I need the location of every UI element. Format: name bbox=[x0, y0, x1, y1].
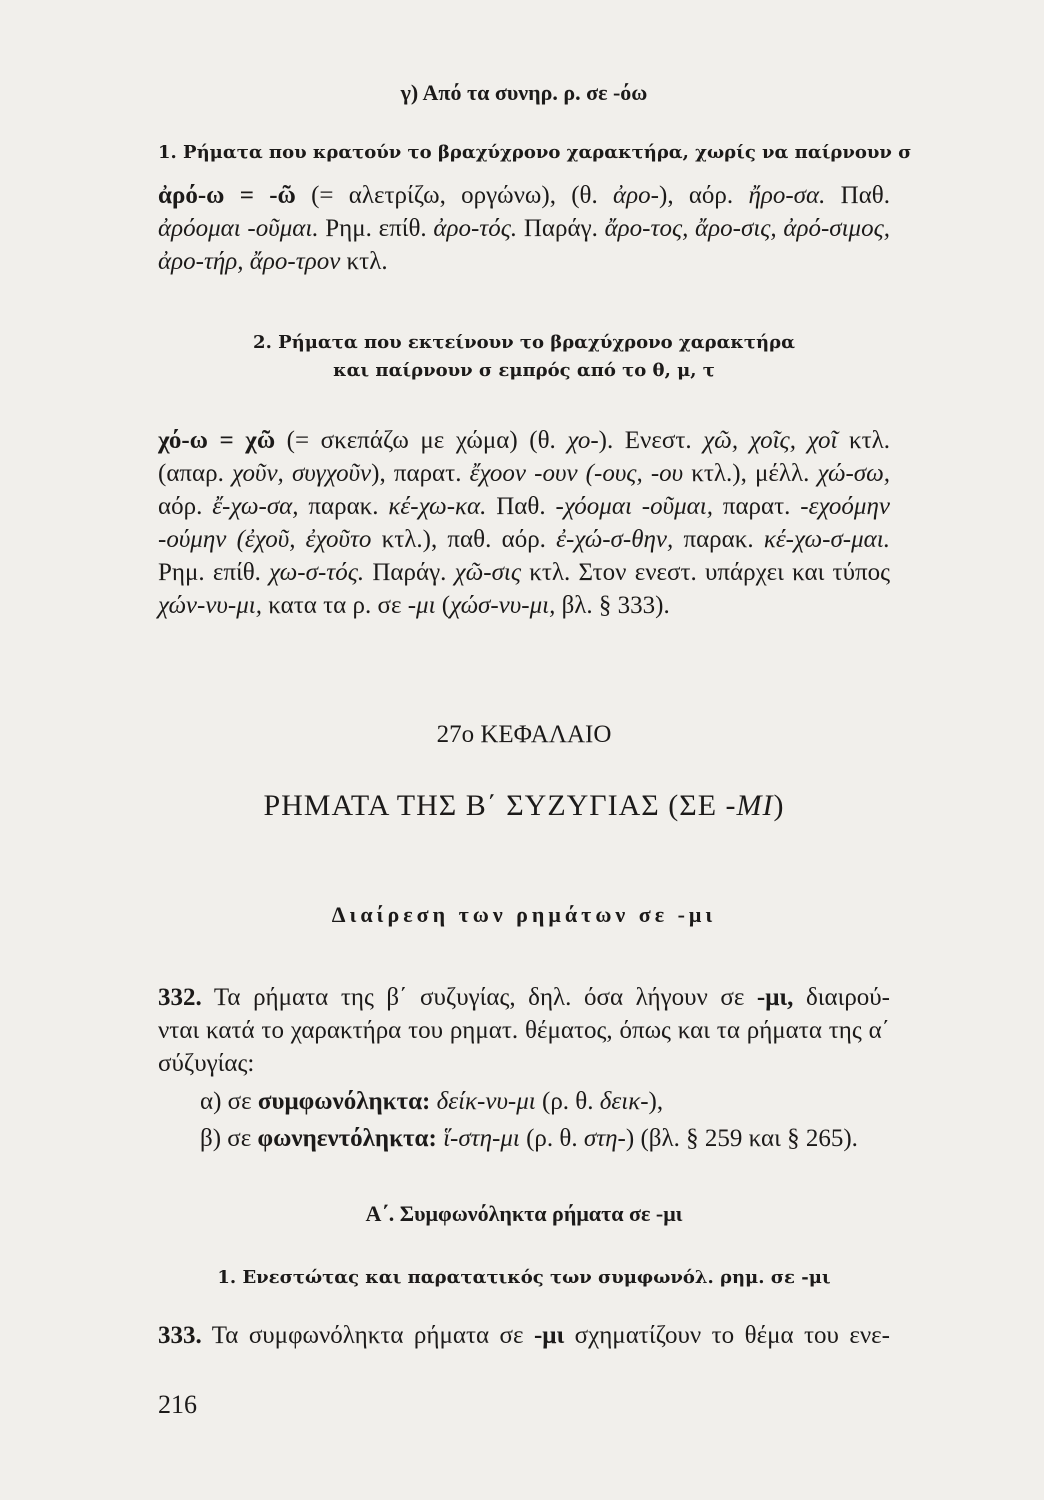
text-segment: 27ο ΚΕΦΑΛΑΙΟ bbox=[436, 721, 612, 748]
text-segment: 2. Ρήματα που εκτείνουν το βραχύχρονο χαρακτήρα bbox=[253, 332, 795, 353]
text-segment: -χόομαι -οῦμαι, bbox=[555, 493, 713, 520]
text-segment: ἀρόομαι -οῦμαι. bbox=[158, 215, 319, 242]
text-segment: Τα συμφωνόληκτα ρήματα σε bbox=[201, 1322, 534, 1349]
text-segment: παρακ. bbox=[298, 493, 389, 520]
text-line bbox=[200, 1124, 890, 1154]
text-segment: ἀρο- bbox=[613, 182, 659, 209]
text-segment: γ) Από τα συνηρ. ρ. σε -όω bbox=[400, 80, 648, 105]
text-segment: ἔχοον -ουν (-ους, -ου bbox=[469, 460, 684, 487]
text-line bbox=[158, 492, 890, 522]
text-segment: χω-σ-τός. bbox=[269, 559, 365, 586]
text-segment: -μι bbox=[407, 592, 436, 619]
text-segment: δείκ-νυ-μι bbox=[430, 1088, 536, 1115]
text-segment: 1. Ρήματα που κρατούν το βραχύχρονο χαρακτήρα, χωρίς να παίρνουν σ bbox=[158, 142, 912, 163]
text-line bbox=[158, 426, 890, 456]
text-segment: ἤρο-σα. bbox=[748, 182, 826, 209]
text-line bbox=[158, 1321, 890, 1351]
text-line bbox=[158, 558, 890, 588]
text-segment: 1. Ενεστώτας και παρατατικός των συμφωνόλ. ρημ. σε -μι bbox=[217, 1267, 831, 1288]
text-line bbox=[158, 900, 890, 930]
text-line bbox=[158, 720, 890, 750]
text-segment: κτλ. bbox=[340, 248, 388, 275]
text-segment: ), bbox=[648, 1088, 664, 1115]
text-segment: κατα τα ρ. σε bbox=[261, 592, 408, 619]
text-line bbox=[158, 591, 890, 621]
text-segment: κτλ.), μέλλ. bbox=[683, 460, 818, 487]
text-line bbox=[158, 525, 890, 555]
text-segment: 332. bbox=[158, 984, 202, 1011]
page-number: 216 bbox=[158, 1390, 197, 1419]
text-segment: παρακ. bbox=[673, 526, 764, 553]
text-segment: χο- bbox=[567, 427, 599, 454]
text-line bbox=[158, 247, 890, 277]
text-segment: ἄρο-τος, ἄρο-σις, ἀρό-σιμος, bbox=[604, 215, 891, 242]
text-segment: Ρημ. επίθ. bbox=[158, 559, 270, 586]
text-segment: παρατ. bbox=[712, 493, 801, 520]
text-line bbox=[158, 1199, 890, 1229]
text-segment: ). Ενεστ. bbox=[598, 427, 704, 454]
text-segment: -μι bbox=[533, 1322, 565, 1349]
text-segment: Τα ρήματα της β΄ συζυγίας, δηλ. όσα λήγουν σε bbox=[201, 984, 757, 1011]
text-segment: σχηματίζουν το θέμα του ενε- bbox=[564, 1322, 890, 1349]
text-segment: ), παρατ. bbox=[371, 460, 470, 487]
text-segment: κτλ.), παθ. αόρ. bbox=[371, 526, 557, 553]
text-line bbox=[158, 138, 912, 168]
text-segment: Παθ. bbox=[486, 493, 556, 520]
text-segment: (= αλετρίζω, οργώνω), (θ. bbox=[311, 182, 614, 209]
text-segment: κέ-χω-κα. bbox=[388, 493, 487, 520]
text-segment: (απαρ. bbox=[158, 460, 233, 487]
text-segment: -ΜΙ bbox=[725, 789, 774, 822]
text-segment: α) σε bbox=[200, 1088, 258, 1115]
text-line bbox=[200, 1087, 890, 1117]
text-segment: χῶ-σις bbox=[454, 559, 522, 586]
text-segment: χῶ, χοῖς, χοῖ bbox=[703, 427, 838, 454]
text-segment: διαιρού- bbox=[793, 984, 890, 1011]
text-segment: στη- bbox=[583, 1125, 626, 1152]
text-segment: νται κατά το χαρακτήρα του ρηματ. θέματος, όπως και τα ρήματα της α΄ bbox=[158, 1017, 890, 1044]
text-segment: Διαίρεση των ρημάτων σε -μι bbox=[331, 902, 717, 927]
text-segment: (= σκεπάζω με χώμα) (θ. bbox=[286, 427, 568, 454]
text-segment: φωνηεντόληκτα: bbox=[257, 1125, 437, 1152]
text-line bbox=[158, 328, 890, 358]
text-segment: Ρημ. επίθ. bbox=[318, 215, 434, 242]
text-line bbox=[158, 1049, 890, 1079]
text-segment: χώσ-νυ-μι, bbox=[450, 592, 556, 619]
text-segment: συμφωνόληκτα: bbox=[257, 1088, 431, 1115]
text-segment: σύζυγίας: bbox=[158, 1050, 255, 1077]
text-segment: ἵ-στη-μι bbox=[436, 1125, 520, 1152]
text-segment: ) (βλ. § 259 και § 265). bbox=[625, 1125, 858, 1152]
text-line bbox=[158, 214, 890, 244]
text-line bbox=[158, 1263, 890, 1293]
text-segment: ἐ-χώ-σ-θην, bbox=[556, 526, 674, 553]
text-segment: -μι, bbox=[756, 984, 794, 1011]
text-segment: χοῦν, συγχοῦν bbox=[232, 460, 372, 487]
text-segment: ), αόρ. bbox=[659, 182, 749, 209]
text-segment: 333. bbox=[158, 1322, 202, 1349]
text-segment: χό-ω = χῶ bbox=[158, 427, 287, 454]
text-segment: Παθ. bbox=[825, 182, 891, 209]
text-segment: ἀρό-ω = -ῶ bbox=[158, 182, 312, 209]
text-segment: χώ-σω, bbox=[817, 460, 891, 487]
text-line bbox=[158, 791, 890, 821]
text-segment: κτλ. bbox=[837, 427, 891, 454]
text-segment: ) bbox=[773, 789, 785, 822]
text-segment: -εχοόμην bbox=[800, 493, 890, 520]
text-segment: ( bbox=[435, 592, 451, 619]
text-line bbox=[158, 356, 890, 386]
text-segment: Παράγ. bbox=[517, 215, 605, 242]
text-line bbox=[158, 78, 890, 108]
text-segment: ἀρο-τός. bbox=[433, 215, 518, 242]
text-line bbox=[158, 459, 890, 489]
text-segment: (ρ. θ. bbox=[519, 1125, 584, 1152]
text-segment: δεικ- bbox=[599, 1088, 649, 1115]
text-segment: β) σε bbox=[200, 1125, 258, 1152]
text-segment: Παράγ. bbox=[364, 559, 455, 586]
text-segment: -ούμην (ἐχοῦ, ἐχοῦτο bbox=[158, 526, 372, 553]
text-segment: κέ-χω-σ-μαι. bbox=[763, 526, 890, 553]
text-segment: ἔ-χω-σα, bbox=[212, 493, 299, 520]
text-segment: (ρ. θ. bbox=[535, 1088, 600, 1115]
text-segment: αόρ. bbox=[158, 493, 213, 520]
text-segment: χών-νυ-μι, bbox=[158, 592, 262, 619]
text-line bbox=[158, 1016, 890, 1046]
text-segment: βλ. § 333). bbox=[555, 592, 670, 619]
text-segment: Α΄. Συμφωνόληκτα ρήματα σε -μι bbox=[365, 1201, 683, 1226]
text-segment: ἀρο-τήρ, ἄρο-τρον bbox=[158, 248, 341, 275]
text-line bbox=[158, 983, 890, 1013]
text-segment: κτλ. Στον ενεστ. υπάρχει και τύπος bbox=[521, 559, 890, 586]
text-segment: και παίρνουν σ εμπρός από το θ, μ, τ bbox=[333, 360, 715, 381]
text-segment: ΡΗΜΑΤΑ ΤΗΣ Β΄ ΣΥΖΥΓΙΑΣ (ΣΕ bbox=[263, 789, 726, 822]
text-line bbox=[158, 181, 890, 211]
